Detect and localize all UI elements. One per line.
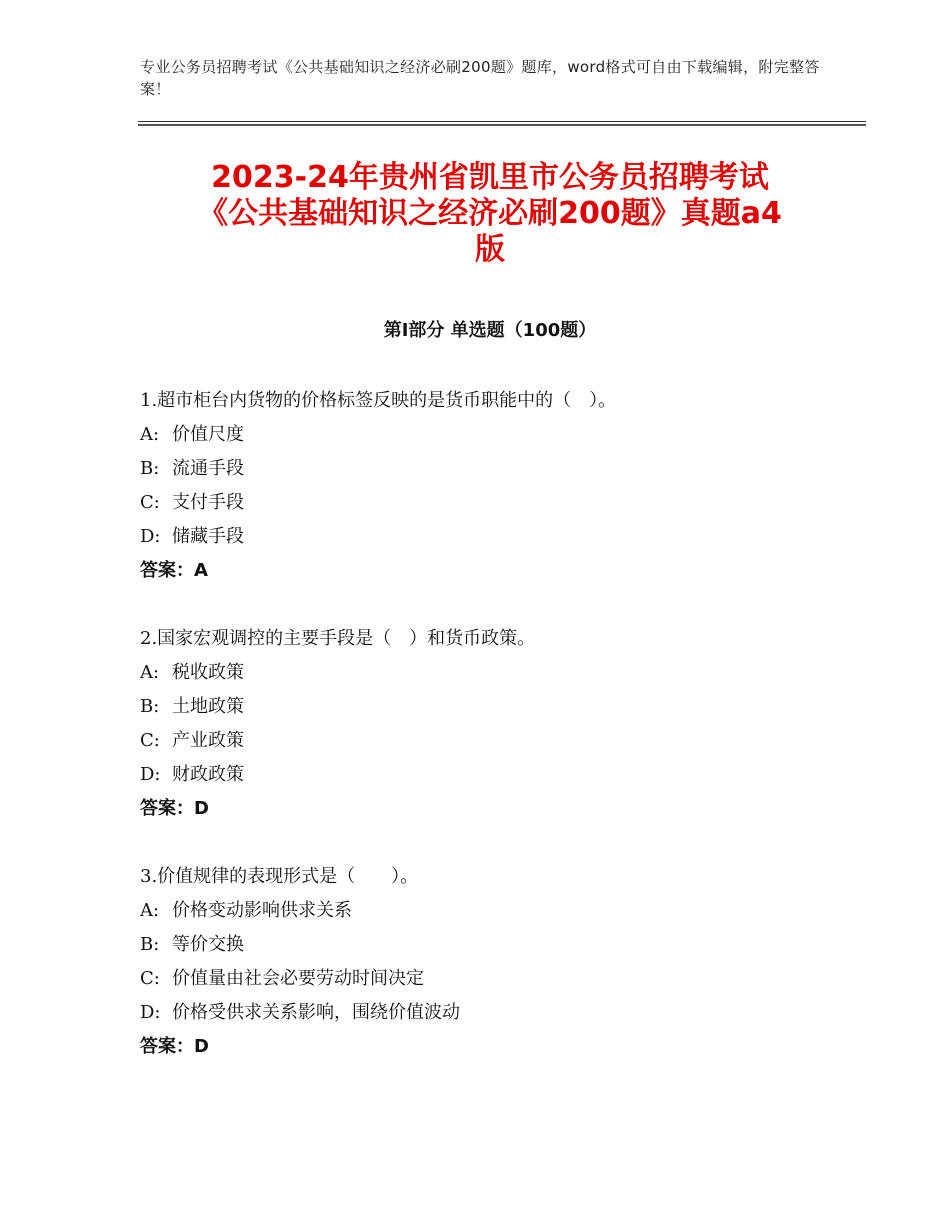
option-a [140,418,840,452]
answer-line: 答案：D [140,1036,209,1057]
option-text: 价值量由社会必要劳动时间决定 [172,968,424,989]
option-text: 流通手段 [172,458,244,479]
option-letter: D: [140,764,161,785]
question-list [140,384,840,1098]
option-letter: B: [140,458,160,479]
question-1 [140,384,840,588]
question-stem: 1.超市柜台内货物的价格标签反映的是货币职能中的（ ）。 [140,390,617,411]
option-letter: A: [140,424,160,445]
option-letter: A: [140,662,160,683]
header-divider-thin [138,121,866,122]
option-text: 等价交换 [172,934,244,955]
question-3 [140,860,840,1064]
option-letter: C: [140,492,160,513]
title-line-3: 版 [475,232,505,267]
option-text: 价格变动影响供求关系 [172,900,352,921]
section-heading: 第Ⅰ部分 单选题（100题） [383,320,597,341]
option-letter: C: [140,968,160,989]
option-letter: D: [140,526,161,547]
option-text: 支付手段 [172,492,244,513]
question-stem: 3.价值规律的表现形式是（ ）。 [140,866,419,887]
option-text: 土地政策 [172,696,244,717]
option-text: 价值尺度 [172,424,244,445]
option-c [140,486,840,520]
title-line-1: 2023-24年贵州省凯里市公务员招聘考试 [211,160,769,195]
option-letter: B: [140,696,160,717]
option-c [140,962,840,996]
title-line-2: 《公共基础知识之经济必刷200题》真题a4 [198,196,782,231]
option-a [140,656,840,690]
option-a [140,894,840,928]
option-text: 产业政策 [172,730,244,751]
option-b [140,928,840,962]
document-title [140,160,840,268]
option-d [140,520,840,554]
header-note: 专业公务员招聘考试《公共基础知识之经济必刷200题》题库，word格式可自由下载编辑，附完整答案！ [140,58,820,98]
option-b [140,452,840,486]
answer-line: 答案：A [140,560,208,581]
option-text: 税收政策 [172,662,244,683]
option-d [140,758,840,792]
answer-line: 答案：D [140,798,209,819]
option-letter: D: [140,1002,161,1023]
header-divider-thick [138,124,866,126]
option-d [140,996,840,1030]
option-text: 财政政策 [172,764,244,785]
option-b [140,690,840,724]
question-stem: 2.国家宏观调控的主要手段是（ ）和货币政策。 [140,628,536,649]
option-c [140,724,840,758]
option-letter: C: [140,730,160,751]
option-text: 储藏手段 [172,526,244,547]
option-text: 价格受供求关系影响，围绕价值波动 [172,1002,460,1023]
option-letter: B: [140,934,160,955]
option-letter: A: [140,900,160,921]
question-2 [140,622,840,826]
